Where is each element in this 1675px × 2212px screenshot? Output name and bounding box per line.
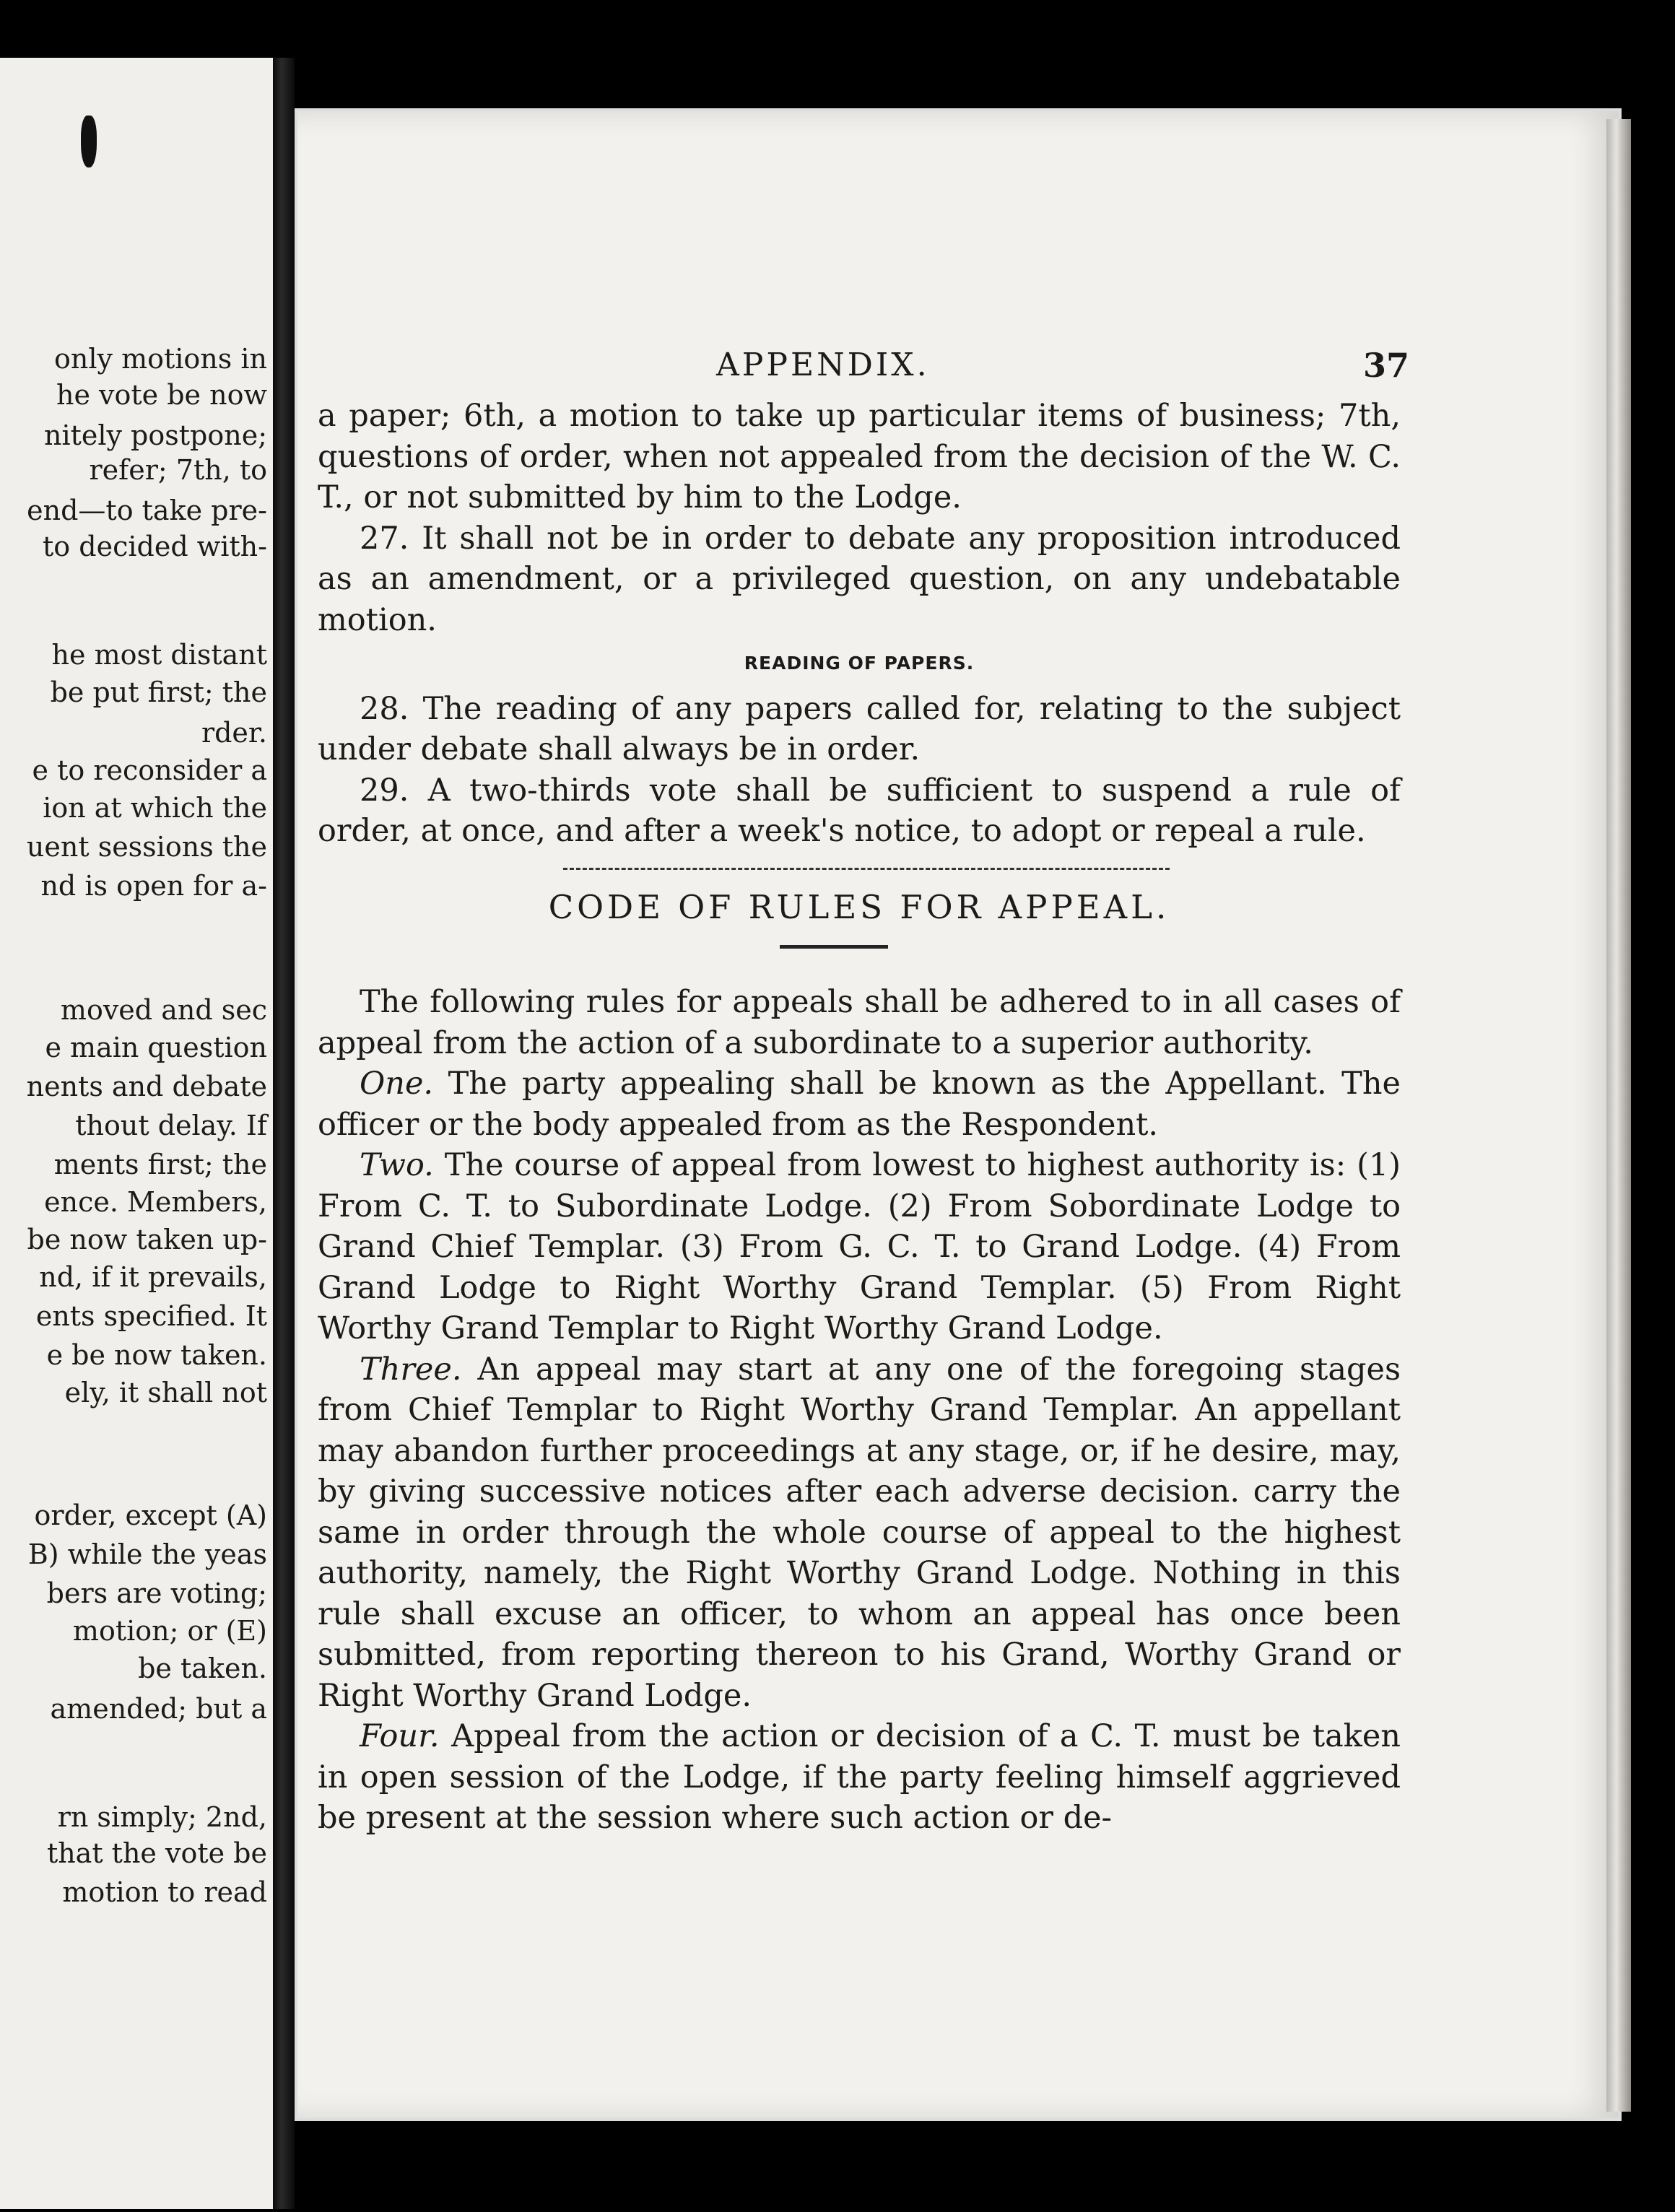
- page-header: [318, 345, 1409, 396]
- rule-four: [318, 1716, 1401, 1839]
- rule-four-text: Appeal from the action or decision of a C. T. must be taken in open session of the Lodge, if the party feeling himself aggrieved be present at the session where such action or de-: [318, 1718, 1401, 1836]
- dashed-divider: [563, 868, 1170, 870]
- left-page-line: rn simply; 2nd,: [57, 1801, 267, 1833]
- code-of-rules-title: CODE OF RULES FOR APPEAL.: [548, 887, 1170, 926]
- left-page-line: ence. Members,: [44, 1186, 267, 1218]
- rule-three-label: Three.: [360, 1351, 462, 1388]
- rule-three: [318, 1349, 1401, 1717]
- left-page-line: bers are voting;: [46, 1577, 267, 1609]
- left-page-line: he most distant: [51, 639, 267, 671]
- rule-two: [318, 1145, 1401, 1349]
- left-page-line: ents specified. It: [35, 1300, 267, 1332]
- left-page-line: B) while the yeas: [27, 1538, 267, 1570]
- left-page-line: that the vote be: [46, 1837, 267, 1869]
- book-gutter: [273, 58, 295, 2209]
- running-title: APPENDIX.: [716, 347, 930, 383]
- left-page-line: e to reconsider a: [32, 754, 267, 786]
- left-page-line: motion to read: [62, 1876, 267, 1908]
- page-body: [318, 345, 1409, 1839]
- left-page-line: ion at which the: [43, 792, 267, 824]
- left-page-line: ely, it shall not: [64, 1377, 267, 1408]
- ink-blot: [81, 116, 97, 167]
- left-page-line: rder.: [201, 717, 267, 749]
- left-page-line: nitely postpone;: [43, 419, 267, 451]
- left-page-line: motion; or (E): [72, 1615, 267, 1647]
- appeal-intro: The following rules for appeals shall be adhered to in all cases of appeal from the action of a subordinate to a superior authority.: [318, 984, 1401, 1061]
- left-page-line: he vote be now: [56, 379, 267, 411]
- left-page-line: e main question: [45, 1032, 267, 1063]
- left-page-line: be now taken up-: [27, 1224, 267, 1255]
- left-page-line: thout delay. If: [75, 1110, 267, 1141]
- left-page-line: order, except (A): [34, 1499, 267, 1531]
- rule-28: 28. The reading of any papers called for, relating to the subject under debate shall always be in order.: [318, 690, 1401, 767]
- page-edge: [1606, 119, 1631, 2112]
- left-page-line: be taken.: [138, 1653, 267, 1684]
- paragraph-continued: a paper; 6th, a motion to take up particular items of business; 7th, questions of order, when not appealed from the decision of the W. C. T., or not submitted by him to the Lodge.: [318, 398, 1401, 515]
- left-page-line: nd is open for a-: [40, 870, 267, 902]
- rule-29: 29. A two-thirds vote shall be sufficient to suspend a rule of order, at once, and after a week's notice, to adopt or repeal a rule.: [318, 772, 1401, 849]
- left-page-line: amended; but a: [50, 1693, 267, 1725]
- left-page-line: refer; 7th, to: [89, 454, 267, 486]
- page-number: 37: [1362, 346, 1409, 385]
- rule-three-text: An appeal may start at any one of the foregoing stages from Chief Templar to Right Worthy Grand Templar. An appellant may abandon further proceedings at any stage, or, if he desire, may, by giving successive notices after each adverse decision. carry the same in order through the whole course of appeal to the highest authority, namely, the Right Worthy Grand Lodge. Nothing in this rule shall excuse an officer, to whom an appeal has once been submitted, from reporting thereon to his Grand, Worthy Grand or Right Worthy Grand Lodge.: [318, 1351, 1401, 1714]
- rule-one-text: The party appealing shall be known as the Appellant. The officer or the body appealed from as the Respondent.: [318, 1066, 1401, 1143]
- short-divider: [780, 945, 888, 949]
- left-page-line: nd, if it prevails,: [39, 1261, 267, 1293]
- section-heading-reading-of-papers: READING OF PAPERS.: [744, 653, 975, 674]
- rule-two-label: Two.: [360, 1147, 434, 1183]
- left-page-line: uent sessions the: [26, 831, 267, 863]
- left-page-line: moved and sec: [60, 994, 267, 1026]
- left-page-line: to decided with-: [43, 531, 267, 562]
- rule-one-label: One.: [360, 1066, 434, 1102]
- left-facing-page: [0, 58, 273, 2209]
- left-page-line: end—to take pre-: [27, 495, 267, 526]
- left-page-line: nents and debate: [26, 1071, 267, 1102]
- rule-one: [318, 1063, 1401, 1145]
- left-page-line: be put first; the: [50, 676, 267, 708]
- left-page-line: only motions in: [54, 343, 267, 375]
- rule-two-text: The course of appeal from lowest to highest authority is: (1) From C. T. to Subordinate Lodge. (2) From Sobordinate Lodge to Grand Chief Templar. (3) From G. C. T. to Grand Lodge. (4) From Grand Lodge to Right Worthy Grand Templar. (5) From Right Worthy Grand Templar to Right Worthy Grand Lodge.: [318, 1147, 1401, 1346]
- left-page-line: ments first; the: [53, 1149, 267, 1180]
- rule-27: 27. It shall not be in order to debate any proposition introduced as an amendment, or a privileged question, on any undebatable motion.: [318, 520, 1401, 638]
- left-page-line: e be now taken.: [46, 1339, 267, 1371]
- rule-four-label: Four.: [360, 1718, 440, 1754]
